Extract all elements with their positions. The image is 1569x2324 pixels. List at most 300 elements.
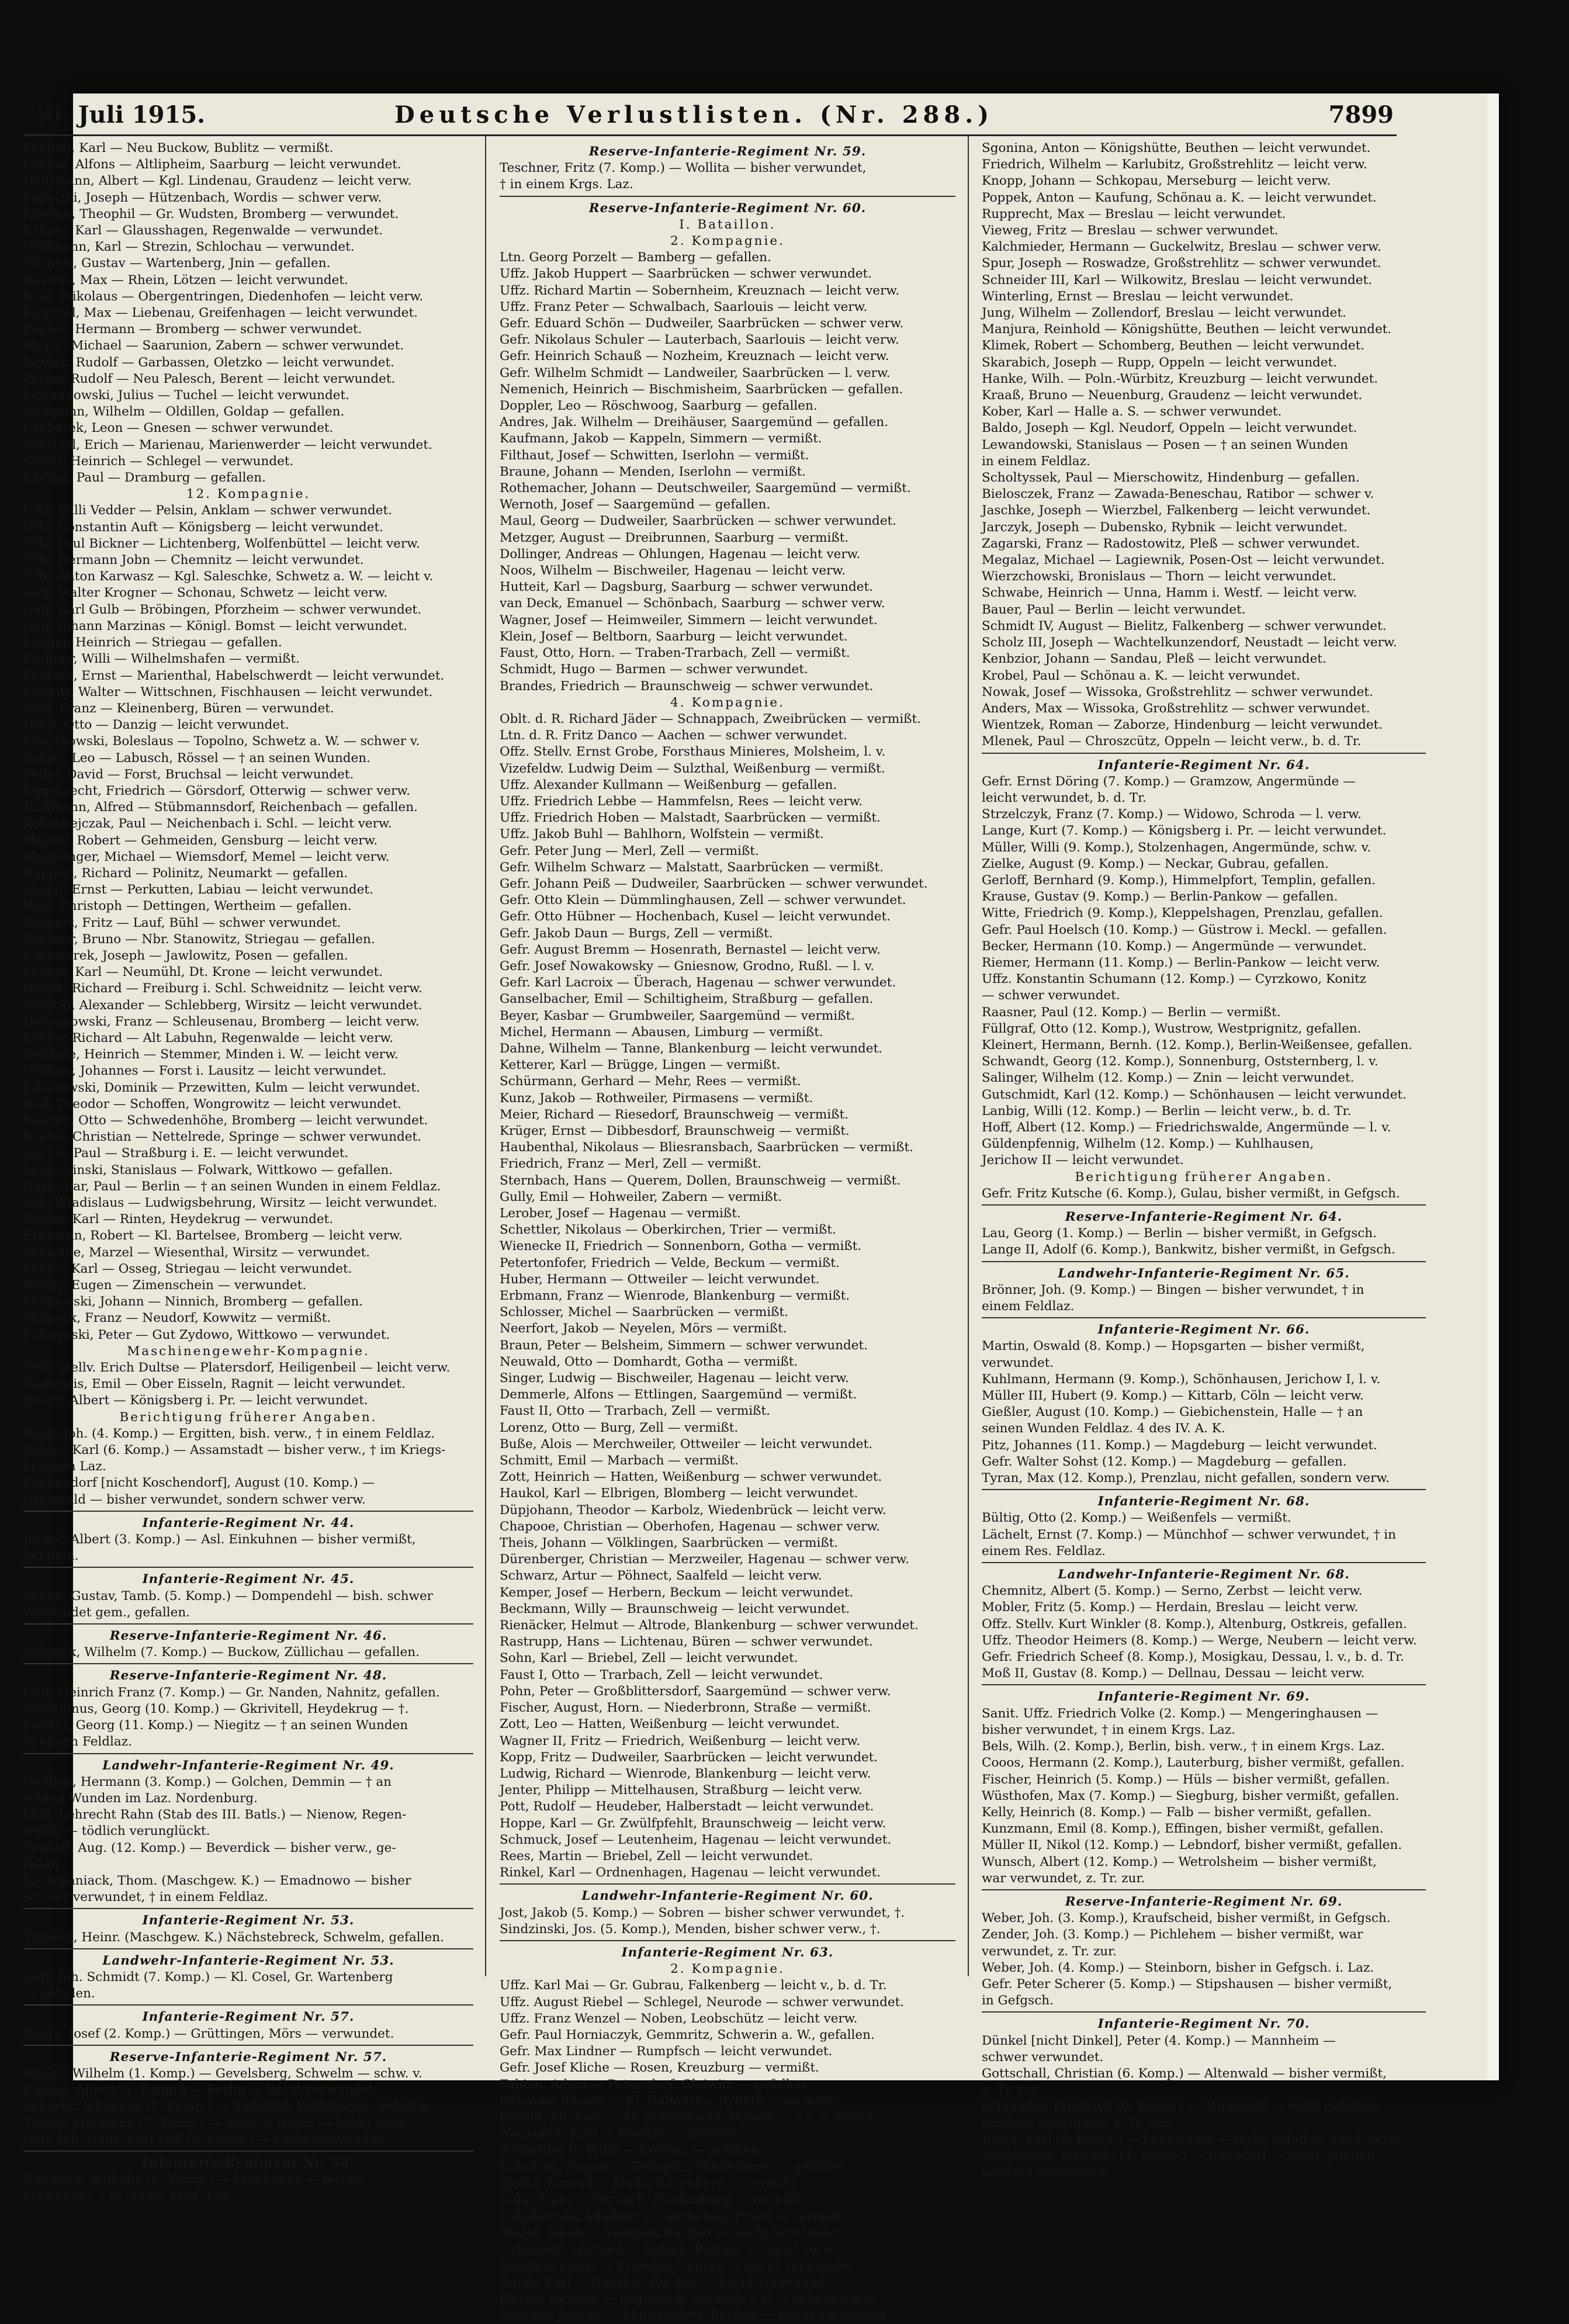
casualty-entry: Uffz. Paul Bickner — Lichtenberg, Wolfenbüttel — leicht verw.	[23, 536, 420, 551]
casualty-entry: Kiesel, Heinrich — Schlegel — verwundet.	[23, 453, 294, 469]
casualty-entry: Sobczak, Wilhelm (7. Komp.) — Buckow, Züllichau — gefallen.	[23, 1645, 420, 1660]
casualty-entry: Uffz. Jakob Huppert — Saarbrücken — schwer verwundet.	[500, 266, 872, 282]
casualty-entry: Klavbor, Theophil — Gr. Wudsten, Bromberg — verwundet.	[23, 206, 399, 221]
casualty-entry: Grunwald — bisher verwundet, sondern schwer verw.	[23, 1492, 366, 1507]
section-rule	[982, 1261, 1426, 1262]
casualty-entry: Cooos, Hermann (2. Komp.), Lauterburg, bisher vermißt, gefallen.	[982, 1755, 1405, 1771]
casualty-entry: Offz. Stellv. Erich Dultse — Platersdorf, Heiligenbeil — leicht verw.	[23, 1360, 451, 1376]
casualty-entry: Bimicki, Alexander — Schlebberg, Wirsitz — leicht verwundet.	[23, 998, 422, 1013]
casualty-entry: Weiß, Joh. (4. Komp.) — Ergitten, bish. verw., † in einem Feldlaz.	[23, 1426, 435, 1441]
casualty-entry: † in einem Krgs. Laz.	[500, 177, 633, 192]
casualty-entry: Segge, Gustav, Tamb. (5. Komp.) — Dompendehl — bish. schwer	[23, 1588, 433, 1603]
casualty-entry: Gefr. Paul Hoelsch (10. Komp.) — Güstrow i. Meckl. — gefallen.	[982, 922, 1387, 937]
casualty-entry: Lange, Kurt (7. Komp.) — Königsberg i. Pr. — leicht verwundet.	[982, 823, 1387, 839]
casualty-entry: in einem Feldlaz.	[982, 453, 1090, 469]
casualty-entry: Urbanietz, Michael — Ratsch, Ratibor — leicht verw.	[500, 2242, 836, 2257]
casualty-entry: Vieweg, Fritz — Breslau — schwer verwundet.	[982, 223, 1279, 238]
header-rule	[23, 134, 1397, 136]
casualty-entry: Beckmann, Willy — Braunschweig — leicht verwundet.	[500, 1601, 850, 1616]
casualty-entry: Gefr. August Bremm — Hosenrath, Bernastel — leicht verw.	[500, 942, 881, 957]
casualty-entry: Lange II, Adolf (6. Komp.), Bankwitz, bisher vermißt, in Gefgsch.	[982, 1242, 1395, 1258]
casualty-entry: Mudbänger, Michael — Wiemsdorf, Memel — leicht verw.	[23, 849, 390, 864]
casualty-entry: Triboldi, Heinr. (Maschgew. K.) Nächstebreck, Schwelm, gefallen.	[23, 1930, 444, 1945]
casualty-entry: Lorenz, Otto — Burg, Zell — vermißt.	[500, 1420, 739, 1435]
casualty-entry: Teschner, Fritz (7. Komp.) — Wollita — bisher verwundet,	[500, 161, 867, 176]
casualty-entry: Zott, Leo — Hatten, Weißenburg — leicht verwundet.	[500, 1717, 840, 1732]
casualty-entry: Chapooe, Christian — Oberhofen, Hagenau — schwer verw.	[500, 1519, 881, 1534]
casualty-entry: — gefallen.	[23, 1986, 95, 2001]
casualty-entry: Gefr. Heinrich Franz (7. Komp.) — Gr. Nanden, Nahnitz, gefallen.	[23, 1685, 440, 1700]
subsection-heading: 4. Kompagnie.	[670, 695, 785, 710]
casualty-entry: Wüllner, Johannes — Forst i. Lausitz — leicht verwundet.	[23, 1064, 386, 1079]
page-edge	[1487, 93, 1499, 2080]
casualty-entry: Uffz. August Riebel — Schlegel, Neurode — schwer verwundet.	[500, 1994, 905, 2010]
section-rule	[23, 1511, 473, 1512]
casualty-entry: Strzelczyk, Franz (7. Komp.) — Widowo, Schroda — l. verw.	[982, 807, 1362, 822]
text-column-1	[23, 140, 473, 2204]
section-rule	[982, 1317, 1426, 1318]
casualty-entry: Rothemacher, Johann — Deutschweiler, Saargemünd — vermißt.	[500, 481, 911, 496]
casualty-entry: Braune, Johann — Menden, Iserlohn — vermißt.	[500, 464, 806, 479]
casualty-entry: Grabarek, Leon — Gnesen — schwer verwundet.	[23, 421, 334, 436]
casualty-entry: Megalaz, Michael — Lagiewnik, Posen-Ost — leicht verwundet.	[982, 553, 1385, 568]
casualty-entry: Derengowski, Franz — Schleusenau, Bromberg — leicht verw.	[23, 1014, 420, 1029]
casualty-entry: Fischer, Heinrich (5. Komp.) — Hüls — bisher vermißt, gefallen.	[982, 1772, 1390, 1787]
casualty-entry: Zender, Joh. (3. Komp.) — Pichlehem — bisher vermißt, war	[982, 1927, 1363, 1942]
casualty-entry: Uffz. Hermann Jobn — Chemnitz — leicht verwundet.	[23, 553, 364, 568]
text-column-2	[500, 140, 955, 2323]
casualty-entry: seinen Wunden Feldlaz. 4 des IV. A. K.	[982, 1421, 1225, 1436]
casualty-entry: Gefr. Otto Hübner — Hochenbach, Kusel — leicht verwundet.	[500, 909, 891, 924]
casualty-entry: Dahne, Wilhelm — Tanne, Blankenburg — leicht verwundet.	[500, 1041, 882, 1056]
casualty-entry: Marten, Otto — Schwedenhöhe, Bromberg — leicht verwundet.	[23, 1113, 428, 1128]
casualty-entry: Uffz. Alexander Kullmann — Weißenburg — gefallen.	[500, 777, 837, 792]
casualty-entry: Kopp, Fritz — Dudweiler, Saarbrücken — leicht verwundet.	[500, 1750, 878, 1765]
casualty-entry: Zagarski, Franz — Radostowitz, Pleß — schwer verwundet.	[982, 536, 1360, 551]
casualty-entry: Kalchmieder, Hermann — Guckelwitz, Breslau — schwer verw.	[982, 240, 1381, 255]
regiment-heading: Landwehr-Infanterie-Regiment Nr. 65.	[1058, 1266, 1350, 1281]
casualty-entry: Kuhlmann, Hermann (9. Komp.), Schönhausen, Jerichow I, l. v.	[982, 1371, 1381, 1387]
casualty-entry: Febling, Karl — Neu Buckow, Bublitz — vermißt.	[23, 141, 334, 155]
casualty-entry: Nowak, Rudolf — Garbassen, Oletzko — leicht verwundet.	[23, 355, 394, 370]
casualty-entry: Mobler, Fritz (5. Komp.) — Herdain, Breslau — leicht verw.	[982, 1600, 1359, 1615]
casualty-entry: einem Res. Feldlaz.	[982, 1543, 1106, 1558]
casualty-entry: Wiegert, Fritz — Lauf, Bühl — schwer verwundet.	[23, 915, 341, 930]
casualty-entry: Gerloff, Bernhard (9. Komp.), Himmelpfort, Templin, gefallen.	[982, 872, 1376, 888]
page-header	[29, 96, 1394, 131]
casualty-entry: Kober, Karl — Halle a. S. — schwer verwundet.	[982, 404, 1282, 420]
casualty-entry: Beyer, Kasbar — Grumbweiler, Saargemünd — vermißt.	[500, 1008, 855, 1023]
casualty-entry: Tetzlaff, Aug. (12. Komp.) — Beverdick — bisher verw., ge-	[23, 1840, 396, 1855]
casualty-entry: Lanbig, Willi (12. Komp.) — Berlin — leicht verw., b. d. Tr.	[982, 1103, 1352, 1118]
casualty-entry: Bours, Josef (2. Komp.) — Grüttingen, Mörs — verwundet.	[23, 2026, 394, 2041]
casualty-entry: Uffz. Friedrich Hoben — Malstadt, Saarbrücken — vermißt.	[500, 811, 881, 826]
casualty-entry: Müller III, Hubert (9. Komp.) — Kittarb, Cöln — leicht verw.	[982, 1388, 1364, 1404]
casualty-entry: Rhönisch, Wilhelm (8. Komp.) — Primkenau — bisher	[23, 2172, 363, 2187]
subsection-heading: Berichtigung früherer Angaben.	[119, 1409, 377, 1425]
casualty-entry: Schürmann, Gerhard — Mehr, Rees — vermißt.	[500, 1074, 801, 1089]
subsection-heading: 12. Kompagnie.	[186, 487, 311, 502]
casualty-entry: Krüger, Karl — Glausshagen, Regenwalde — verwundet.	[23, 223, 383, 238]
casualty-entry: Uffz. Jakob Buhl — Bahlhorn, Wolfstein — vermißt.	[500, 827, 824, 842]
casualty-entry: Sindzinski, Jos. (5. Komp.), Menden, bisher schwer verw., †.	[500, 1921, 881, 1937]
casualty-entry: Wunsch, Albert (12. Komp.) — Wetrolsheim — bisher vermißt,	[982, 1854, 1377, 1869]
section-rule	[23, 1908, 473, 1909]
casualty-entry: Dehrmann, Albert — Kgl. Lindenau, Graudenz — leicht verw.	[23, 174, 412, 189]
section-rule	[982, 1204, 1426, 1206]
casualty-entry: Kolodziej, August — Bistupitz, Hindenburg — gefallen.	[500, 2159, 848, 2174]
casualty-entry: Schacht, Johannes (7. Komp.) — Bielefeld, Wolfsbagen, gefallen.	[23, 2099, 434, 2114]
casualty-entry: Offz. Stellv. Ernst Grobe, Forsthaus Minieres, Molsheim, l. v.	[500, 744, 886, 760]
regiment-heading: Reserve-Infanterie-Regiment Nr. 59.	[588, 144, 867, 159]
casualty-entry: Gully, Emil — Hohweiler, Zabern — vermißt.	[500, 1189, 782, 1204]
casualty-entry: Lau, Georg (1. Komp.) — Berlin — bisher vermißt, in Gefgsch.	[982, 1226, 1377, 1241]
casualty-entry: Meyer, Michael — Saarunion, Zabern — schwer verwundet.	[23, 338, 404, 354]
casualty-entry: Gefr. Eduard Schön — Dudweiler, Saarbrücken — schwer verw.	[500, 316, 904, 331]
casualty-entry: Sternbach, Hans — Querem, Dollen, Braunschweig — vermißt.	[500, 1173, 901, 1188]
casualty-entry: z. Tr. zur.	[982, 2083, 1041, 2098]
regiment-heading: Landwehr-Infanterie-Regiment Nr. 68.	[1058, 1567, 1350, 1582]
casualty-entry: Kraaß, Bruno — Neuenburg, Graudenz — leicht verwundet.	[982, 388, 1363, 403]
casualty-entry: Gefr. Jakob Daun — Burgs, Zell — vermißt.	[500, 926, 773, 941]
casualty-entry: gefallen.	[23, 1549, 79, 1564]
casualty-entry: Gefr. Walter Sohst (12. Komp.) — Magdeburg — gefallen.	[982, 1454, 1347, 1469]
casualty-entry: Dürenberger, Christian — Merzweiler, Hagenau — schwer verw.	[500, 1552, 909, 1567]
casualty-entry: — schwer verwundet.	[982, 988, 1120, 1003]
casualty-entry: in einem Feldlaz.	[23, 1734, 132, 1750]
casualty-entry: Langer, Heinrich — Striegau — gefallen.	[23, 635, 282, 650]
casualty-entry: Hoppe, Karl — Gr. Zwülfpfehlt, Braunschweig — leicht verw.	[500, 1816, 886, 1831]
casualty-entry: Weber, Joh. (4. Komp.) — Steinborn, bisher in Gefgsch. i. Laz.	[982, 1960, 1374, 1975]
casualty-entry: Theis, Johann — Völklingen, Saarbrücken — vermißt.	[500, 1536, 839, 1551]
regiment-heading: Reserve-Infanterie-Regiment Nr. 69.	[1065, 1894, 1343, 1909]
casualty-entry: Erbmann, Franz — Wienrode, Blankenburg — vermißt.	[500, 1289, 850, 1304]
casualty-entry: Sanit. Uffz. Friedrich Volke (2. Komp.) — Mengeringhausen —	[982, 1706, 1378, 1721]
casualty-entry: Offz. Stellv. Kurt Winkler (8. Komp.), Altenburg, Ostkreis, gefallen.	[982, 1616, 1407, 1632]
casualty-entry: Müller II, Nikol (12. Komp.) — Lebndorf, bisher vermißt, gefallen.	[982, 1838, 1402, 1853]
casualty-entry: Schmitt, Emil — Marbach — vermißt.	[500, 1453, 739, 1468]
casualty-entry: Schwade, Marzel — Wiesenthal, Wirsitz — verwundet.	[23, 1245, 370, 1260]
casualty-entry: Pott, Rudolf — Heudeber, Halberstadt — leicht verwundet.	[500, 1799, 874, 1814]
casualty-entry: walde — tödlich verunglückt.	[23, 1824, 210, 1839]
casualty-entry: Poppek, Anton — Kaufung, Schönau a. K. — leicht verwundet.	[982, 190, 1377, 205]
casualty-entry: Jaschke, Joseph — Wierzbel, Falkenberg — leicht verwundet.	[982, 503, 1371, 518]
regiment-heading: Infanterie-Regiment Nr. 66.	[1097, 1322, 1310, 1338]
casualty-entry: Kochendorf [nicht Koschendorf], August (10. Komp.) —	[23, 1476, 375, 1491]
casualty-entry: Wientzek, Roman — Zaborze, Hindenburg — leicht verwundet.	[982, 718, 1383, 733]
casualty-entry: Noche, Christian — Nettelrede, Springe — schwer verwundet.	[23, 1130, 421, 1145]
casualty-entry: Kunzmann, Emil (8. Komp.), Effingen, bisher vermißt, gefallen.	[982, 1821, 1384, 1837]
casualty-entry: Nemenich, Heinrich — Bischmisheim, Saarbrücken — gefallen.	[500, 382, 903, 397]
casualty-entry: Winterling, Ernst — Breslau — leicht verwundet.	[982, 289, 1294, 304]
casualty-entry: Pautsch, Ernst — Marienthal, Habelschwerdt — leicht verwundet.	[23, 668, 445, 683]
casualty-entry: Kleinert, Hermann, Bernh. (12. Komp.), Berlin-Weißensee, gefallen.	[982, 1037, 1412, 1052]
casualty-entry: Friedrich, Wilhelm — Karlubitz, Großstrehlitz — leicht verw.	[982, 157, 1367, 172]
casualty-entry: Singer, Ludwig — Bischweiler, Hagenau — leicht verw.	[500, 1371, 849, 1386]
text-column-3	[982, 140, 1426, 2180]
casualty-entry: verwundet.	[982, 1355, 1054, 1370]
casualty-entry: Krobel, Paul — Schönau a. K. — leicht verwundet.	[982, 668, 1301, 683]
casualty-entry: Zott, Heinrich — Hatten, Weißenburg — schwer verwundet.	[500, 1470, 882, 1485]
casualty-entry: Zoltkofe, Heinrich — Stemmer, Minden i. W. — leicht verw.	[23, 1047, 399, 1062]
casualty-entry: Wolf, Christoph — Dettingen, Wertheim — gefallen.	[23, 899, 352, 914]
casualty-entry: Ltn. Georg Porzelt — Bamberg — gefallen.	[500, 250, 771, 265]
casualty-entry: Martin, Oswald (8. Komp.) — Hopsgarten — bisher vermißt,	[982, 1339, 1365, 1354]
casualty-entry: Chemnitz, Albert (5. Komp.) — Serno, Zerbst — leicht verw.	[982, 1584, 1363, 1599]
section-rule	[23, 1623, 473, 1625]
page-number: 7899	[1328, 101, 1394, 129]
casualty-entry: Lächelt, Ernst (7. Komp.) — Münchhof — schwer verwundet, † in	[982, 1527, 1396, 1542]
casualty-entry: Brönner, Joh. (9. Komp.) — Bingen — bisher verwundet, † in	[982, 1282, 1364, 1297]
casualty-entry: Uffz. Franz Wenzel — Noben, Leobschütz — leicht verw.	[500, 2011, 858, 2026]
casualty-entry: kranken Laz.	[23, 1459, 106, 1474]
casualty-entry: Gefr. Joh. Gottl. Karl Puff (8. Komp.) — leicht verwundet.	[23, 2132, 386, 2147]
section-rule	[23, 1948, 473, 1949]
casualty-entry: Metzger, August — Dreibrunnen, Saarburg — vermißt.	[500, 530, 849, 545]
casualty-entry: Bels, Wilh. (2. Komp.), Berlin, bish. verw., † in einem Krgs. Laz.	[982, 1739, 1385, 1754]
casualty-entry: Jenter, Philipp — Mittelhausen, Straßburg — leicht verw.	[500, 1783, 863, 1798]
casualty-entry: Wüsthofen, Max (7. Komp.) — Siegburg, bisher vermißt, gefallen.	[982, 1788, 1400, 1803]
casualty-entry: Klimek, Robert — Schomberg, Beuthen — leicht verwundet.	[982, 338, 1365, 354]
casualty-entry: Bauer, Paul — Berlin — leicht verwundet.	[982, 602, 1246, 617]
casualty-entry: Jarczyk, Joseph — Dubensko, Rybnik — leicht verwundet.	[982, 519, 1348, 535]
casualty-entry: Käding, Paul — Dramburg — gefallen.	[23, 470, 266, 486]
casualty-entry: Bültig, Otto (2. Komp.) — Weißenfels — vermißt.	[982, 1511, 1291, 1526]
subsection-heading: 2. Kompagnie.	[670, 1962, 785, 1977]
casualty-entry: Gutschmidt, Karl (12. Komp.) — Schönhausen — leicht verwundet.	[982, 1087, 1407, 1102]
casualty-entry: Pätzer, Rudolf — Neu Palesch, Berent — leicht verwundet.	[23, 371, 396, 386]
casualty-entry: Haubenthal, Nikolaus — Bliesransbach, Saarbrücken — vermißt.	[500, 1140, 914, 1155]
section-rule	[23, 2045, 473, 2046]
section-rule	[23, 1663, 473, 1664]
casualty-entry: Wernoth, Josef — Saargemünd — gefallen.	[500, 497, 771, 512]
casualty-entry: Moß II, Gustav (8. Komp.) — Dellnau, Dessau — leicht verw.	[982, 1666, 1365, 1681]
casualty-entry: Uffz. Anton Karwasz — Kgl. Saleschke, Schwetz a. W. — leicht v.	[23, 569, 434, 584]
casualty-entry: Scholz III, Joseph — Wachtelkunzendorf, Neustadt — leicht verw.	[982, 635, 1397, 650]
regiment-heading: Landwehr-Infanterie-Regiment Nr. 60.	[581, 1889, 874, 1904]
casualty-entry: sondern verwundet.	[982, 2165, 1110, 2180]
casualty-entry: Schwarz, Artur — Pöhnect, Saalfeld — leicht verw.	[500, 1568, 822, 1584]
casualty-entry: Problit, Michael — Alt Schalkowitz, Oppeln — † a. s. Wund.	[500, 2110, 877, 2125]
regiment-heading: Infanterie-Regiment Nr. 44.	[142, 1515, 355, 1530]
casualty-entry: Jerichow II — leicht verwundet.	[982, 1153, 1184, 1168]
casualty-entry: Jakubowski, Dominik — Przewitten, Kulm — leicht verwundet.	[23, 1080, 420, 1095]
section-rule	[982, 753, 1426, 754]
casualty-entry: Sfeltars, Johann — Markersdorf, Ratibor — leicht verwundet.	[500, 2308, 891, 2323]
section-rule	[982, 1684, 1426, 1685]
casualty-entry: Zakubowski, Adalbert — Germenau, Posen — vermißt.	[500, 2209, 846, 2224]
casualty-entry: Wienecke II, Friedrich — Sonnenborn, Gotha — vermißt.	[500, 1239, 862, 1254]
casualty-entry: Tyran, Max (12. Komp.), Prenzlau, nicht gefallen, sondern verw.	[982, 1471, 1390, 1486]
section-rule	[982, 1562, 1426, 1563]
casualty-entry: Hoff, Albert (12. Komp.) — Friedrichswalde, Angermünde — l. v.	[982, 1120, 1391, 1135]
casualty-entry: Berszinnus, Georg (10. Komp.) — Gkrivitell, Heydekrug — †.	[23, 1701, 409, 1716]
casualty-entry: Anders, Max — Wissoka, Großstrehlitz — schwer verwundet.	[982, 701, 1370, 716]
casualty-entry: schwer verwundet, † in einem Feldlaz.	[23, 1890, 268, 1905]
casualty-entry: Sjolka, Konrad — Nuda, Rosenberg — vermißt.	[500, 2176, 799, 2191]
regiment-heading: Infanterie-Regiment Nr. 70.	[1097, 2017, 1310, 2032]
casualty-entry: schwer verwundet.	[982, 2049, 1104, 2065]
casualty-entry: Gefr. Joh. Schmidt (7. Komp.) — Kl. Cosel, Gr. Wartenberg	[23, 1969, 393, 1984]
issue-date: 30. Juli 1915.	[29, 101, 206, 129]
casualty-entry: Pletier, Richard — Lagiewnik, Schroda i. P. — schwer verw.	[500, 2291, 877, 2306]
casualty-entry: Uffz. Theodor Heimers (8. Komp.) — Werge, Neubern — leicht verw.	[982, 1633, 1417, 1648]
casualty-entry: Wagner, Josef — Heimweiler, Simmern — leicht verwundet.	[500, 612, 878, 628]
casualty-entry: Steppuhn, Wilhelm — Oldillen, Goldap — gefallen.	[23, 404, 345, 420]
casualty-entry: Uffz. Franz Peter — Schwalbach, Saarlouis — leicht verw.	[500, 299, 868, 314]
column-divider	[485, 136, 486, 1976]
casualty-entry: Jagielski, Joseph — Hützenbach, Wordis — schwer verw.	[23, 190, 382, 205]
casualty-entry: Rinkel, Karl — Ordnenhagen, Hagenau — leicht verwundet.	[500, 1865, 881, 1880]
casualty-entry: Neuwald, Otto — Domhardt, Gotha — vermißt.	[500, 1354, 798, 1369]
casualty-entry: Riemer, Hermann (11. Komp.) — Berlin-Pankow — leicht verw.	[982, 955, 1380, 970]
casualty-entry: Güldenpfennig, Wilhelm (12. Komp.) — Kuhlhausen,	[982, 1137, 1314, 1152]
casualty-entry: Uffz. Karl Mai — Gr. Gubrau, Falkenberg — leicht v., b. d. Tr.	[500, 1978, 887, 1993]
casualty-entry: Wierzchowski, Bronislaus — Thorn — leicht verwundet.	[982, 569, 1336, 584]
casualty-entry: Nowak, Josef — Wissoka, Großstrehlitz — schwer verwundet.	[982, 684, 1373, 699]
subsection-heading: 2. Kompagnie.	[670, 234, 785, 249]
casualty-entry: Rastrupp, Hans — Lichtenau, Büren — schwer verwundet.	[500, 1634, 873, 1650]
regiment-heading: Infanterie-Regiment Nr. 69.	[1097, 1689, 1310, 1705]
casualty-entry: Gefr. Wilhelm Schmidt — Landweiler, Saarbrücken — l. verw.	[500, 365, 891, 380]
casualty-entry: Sentheil, Erich — Marienau, Marienwerder — leicht verwundet.	[23, 437, 432, 452]
casualty-entry: Lerober, Josef — Hagenau — vermißt.	[500, 1206, 741, 1221]
casualty-entry: Sohn, Karl — Briebel, Zell — leicht verwundet.	[500, 1651, 798, 1666]
publication-title: Deutsche Verlustlisten. (Nr. 288.)	[394, 101, 994, 129]
casualty-entry: Wolf, Franz — Kleinenberg, Büren — verwundet.	[23, 701, 334, 716]
casualty-entry: leicht verwundet, b. d. Tr.	[982, 790, 1147, 805]
casualty-entry: Lewandowski, Stanislaus — Posen — † an seinen Wunden	[982, 437, 1349, 452]
casualty-entry: Eggebrecht, Friedrich — Görsdorf, Otterwig — schwer verw.	[23, 783, 411, 798]
section-rule	[23, 1753, 473, 1754]
casualty-entry: Schneider III, Karl — Wilkowitz, Breslau — leicht verwundet.	[982, 272, 1372, 288]
casualty-entry: Schettler, Nikolaus — Oberkirchen, Trier — vermißt.	[500, 1222, 836, 1238]
casualty-entry: Michel, Hermann — Abausen, Limburg — vermißt.	[500, 1024, 823, 1040]
casualty-entry: Gefr. Max Lindner — Rumpfsch — leicht verwundet.	[500, 2044, 833, 2059]
casualty-entry: Gefr. Peter Jung — Merl, Zell — vermißt.	[500, 843, 759, 858]
casualty-entry: Faust II, Otto — Trarbach, Zell — vermißt.	[500, 1404, 770, 1419]
casualty-entry: Gefr. Walter Krogner — Schonau, Schwetz — leicht verw.	[23, 586, 388, 601]
casualty-entry: Ganselbacher, Emil — Schiltigheim, Straßburg — gefallen.	[500, 992, 874, 1007]
section-rule	[23, 2150, 473, 2152]
casualty-entry: Gefr. Friedrich Scheef (8. Komp.), Mosigkau, Dessau, l. v., b. d. Tr.	[982, 1650, 1404, 1665]
casualty-entry: Buße, Alois — Merchweiler, Ottweiler — leicht verwundet.	[500, 1436, 872, 1452]
casualty-entry: Kümmel, Max — Liebenau, Greifenhagen — leicht verwundet.	[23, 306, 418, 321]
casualty-entry: Gefr. Paul Horniaczyk, Gemmritz, Schwerin a. W., gefallen.	[500, 2027, 875, 2042]
casualty-entry: Kunz, Jakob — Rothweiler, Pirmasens — vermißt.	[500, 1090, 813, 1106]
casualty-entry: Bielosczek, Franz — Zawada-Beneschau, Ratibor — schwer v.	[982, 487, 1374, 502]
casualty-entry: verwundet, z. Tr. zur.	[982, 1944, 1117, 1959]
casualty-entry: Genhen, Hermann (3. Komp.) — Golchen, Demmin — † an	[23, 1774, 392, 1789]
casualty-entry: Sak, Wladislaus — Ludwigsbehrung, Wirsitz — leicht verwundet.	[23, 1196, 438, 1210]
casualty-entry: Slogar, Ernst — Perkutten, Labiau — leicht verwundet.	[23, 882, 373, 898]
casualty-entry: Ketterer, Karl — Brügge, Lingen — vermißt.	[500, 1058, 781, 1073]
casualty-entry: Gefr. Ernst Döring (7. Komp.) — Gramzow, Angermünde —	[982, 774, 1356, 789]
casualty-entry: Kaczmarek, Joseph — Jawlowitz, Posen — gefallen.	[23, 948, 348, 963]
section-rule	[982, 2011, 1426, 2013]
casualty-entry: Ruppelt, Richard — Polinitz, Neumarkt — gefallen.	[23, 865, 348, 881]
casualty-entry: Zielke, August (9. Komp.) — Neckar, Gubrau, gefallen.	[982, 856, 1329, 871]
casualty-entry: Klein, Josef — Beltborn, Saarburg — leicht verwundet.	[500, 629, 848, 644]
casualty-entry: Schmidt IV, August — Bielitz, Falkenberg — schwer verwundet.	[982, 618, 1387, 633]
casualty-entry: Lewandowski, Julius — Tuchel — leicht verwundet.	[23, 388, 349, 403]
casualty-entry: Rupprecht, Max — Breslau — leicht verwundet.	[982, 206, 1286, 221]
section-rule	[982, 1889, 1426, 1890]
casualty-entry: Wachs, Karl — Rinten, Heydekrug — verwundet.	[23, 1212, 334, 1227]
section-rule	[982, 1489, 1426, 1490]
casualty-entry: Pitz, Johannes (11. Komp.) — Magdeburg — leicht verwundet.	[982, 1438, 1377, 1453]
casualty-entry: Muszel, Robert — Gehmeiden, Gensburg — leicht verw.	[23, 833, 378, 848]
regiment-heading: Landwehr-Infanterie-Regiment Nr. 49.	[102, 1758, 394, 1773]
casualty-entry: Weber, Joh. (3. Komp.), Kraufscheid, bisher vermißt, in Gefgsch.	[982, 1911, 1391, 1926]
casualty-entry: Sindemann, Oswald (11. Komp.) — Hausdorf — nicht gefallen,	[982, 2148, 1379, 2163]
casualty-entry: Düpjohann, Theodor — Karbolz, Wiedenbrück — leicht verw.	[500, 1502, 886, 1518]
casualty-entry: Ewert, Albert — Königsberg i. Pr. — leicht verwundet.	[23, 1393, 368, 1408]
casualty-entry: Gebauer, Johann — Kl. Dubensko, Rybnik — vermißt.	[500, 2093, 837, 2108]
casualty-entry: Tiedke, Hermann (7. Komp.) — Alzen i. Hann. — leicht verw.	[23, 2115, 409, 2131]
casualty-entry: Schwandt, Georg (12. Komp.), Sonnenburg, Oststernberg, l. v.	[982, 1054, 1378, 1069]
casualty-entry: Uffz. Friedrich Lebbe — Hammfelsn, Rees — leicht verw.	[500, 794, 863, 809]
casualty-entry: Neumann, Karl — Breslau — gefallen.	[500, 2126, 742, 2142]
casualty-entry: Petertonfofer, Friedrich — Velde, Beckum — vermißt.	[500, 1255, 840, 1270]
casualty-entry: Uffz. Richard Martin — Sobernheim, Kreuznach — leicht verw.	[500, 283, 900, 298]
casualty-entry: Gefr. Karl Gulb — Bröbingen, Pforzheim — schwer verwundet.	[23, 602, 421, 617]
casualty-entry: Majurek, Franz — Neudorf, Kowwitz — vermißt.	[23, 1311, 331, 1326]
casualty-entry: Gefr. Johann Marzinas — Königl. Bomst — leicht verwundet.	[23, 618, 407, 633]
casualty-entry: Rees, Martin — Briebel, Zell — leicht verwundet.	[500, 1848, 813, 1864]
casualty-entry: Filthaut, Josef — Schwitten, Iserlohn — vermißt.	[500, 448, 809, 463]
casualty-entry: Schmuck, Josef — Leutenheim, Hagenau — leicht verwundet.	[500, 1832, 892, 1847]
casualty-entry: Gefr. Peter Scherer (5. Komp.) — Stipshausen — bisher vermißt,	[982, 1976, 1393, 1991]
casualty-entry: Weinert, Gustav — Wartenberg, Jnin — gefallen.	[23, 256, 331, 271]
casualty-entry: einem Feldlaz.	[982, 1299, 1075, 1314]
casualty-entry: Hoffmann, Alfred — Stübmannsdorf, Reichenbach — gefallen.	[23, 800, 418, 815]
casualty-entry: Kelly, Heinrich (8. Komp.) — Falb — bisher vermißt, gefallen.	[982, 1805, 1371, 1820]
casualty-entry: Raasner, Paul (12. Komp.) — Berlin — vermißt.	[982, 1005, 1281, 1020]
subsection-heading: Berichtigung früherer Angaben.	[1075, 1169, 1333, 1184]
casualty-entry: Bujok, Karl — Naszlak, Ratibor — leicht verwundet.	[500, 2275, 830, 2290]
casualty-entry: Baldo, Joseph — Kgl. Neudorf, Oppeln — leicht verwundet.	[982, 421, 1357, 436]
regiment-heading: Infanterie-Regiment Nr. 53.	[142, 1913, 355, 1928]
casualty-entry: Köhler, Richard — Alt Labuhn, Regenwalde — leicht verw.	[23, 1030, 394, 1045]
casualty-entry: Pohler, Karl — Osseg, Striegau — leicht verwundet.	[23, 1261, 352, 1276]
casualty-entry: Budek, Richard — Freiburg i. Schl. Schweidnitz — leicht verw.	[23, 981, 422, 996]
regiment-heading: Reserve-Infanterie-Regiment Nr. 57.	[109, 2049, 387, 2065]
regiment-heading: Reserve-Infanterie-Regiment Nr. 60.	[588, 200, 867, 216]
casualty-entry: Dollinger, Andreas — Ohlungen, Hagenau — leicht verw.	[500, 546, 861, 562]
casualty-entry: Scholtyssek, Paul — Mierschowitz, Hindenburg — gefallen.	[982, 470, 1360, 486]
casualty-entry: Rienäcker, Helmut — Altrode, Blankenburg — schwer verwundet.	[500, 1618, 919, 1633]
casualty-entry: Gottschall, Christian (6. Komp.) — Altenwald — bisher vermißt,	[982, 2066, 1387, 2081]
casualty-entry: seinen Wunden im Laz. Nordenburg.	[23, 1790, 258, 1806]
casualty-entry: Kolodziejczak, Paul — Neichenbach i. Schl. — leicht verw.	[23, 816, 392, 832]
casualty-entry: Guttschar, Paul — Berlin — † an seinen Wunden in einem Feldlaz.	[23, 1179, 441, 1194]
casualty-entry: Neerfort, Jakob — Neyelen, Mörs — vermißt.	[500, 1321, 787, 1336]
column-divider	[968, 136, 969, 1976]
casualty-entry: verwundet, † in einem Krgs. Laz.	[23, 2188, 233, 2204]
casualty-entry: Penner, Hermann — Bromberg — schwer verwundet.	[23, 322, 362, 337]
casualty-entry: Prawitt, Walter — Wittschnen, Fischhausen — leicht verwundet.	[23, 684, 433, 699]
casualty-entry: Kemper, Josef — Herbern, Beckum — leicht verwundet.	[500, 1585, 854, 1600]
section-rule	[500, 1940, 955, 1941]
regiment-heading: Reserve-Infanterie-Regiment Nr. 48.	[109, 1668, 387, 1684]
casualty-entry: Gefr. Josef Kliche — Rosen, Kreuzburg — vermißt.	[500, 2060, 819, 2076]
casualty-entry: Hanke, Wilh. — Poln.-Würbitz, Kreuzburg — leicht verwundet.	[982, 371, 1378, 386]
casualty-entry: Jost, Jakob (5. Komp.) — Sobren — bisher schwer verwundet, †.	[500, 1905, 905, 1920]
casualty-entry: Gefr. Otto Klein — Dümmlinghausen, Zell — schwer verwundet.	[500, 893, 906, 908]
casualty-entry: Schwabe, Heinrich — Unna, Hamm i. Westf. — leicht verw.	[982, 586, 1357, 601]
casualty-entry: Kenbzior, Johann — Sandau, Pleß — leicht verwundet.	[982, 652, 1326, 667]
